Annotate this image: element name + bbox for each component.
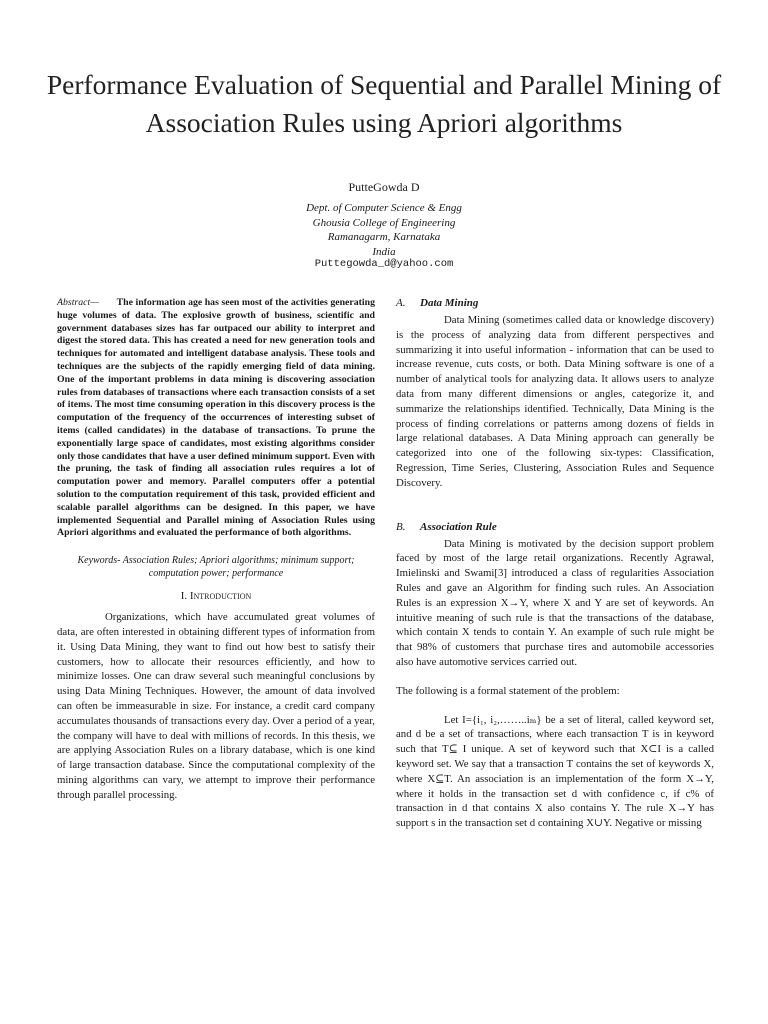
left-column	[57, 297, 375, 803]
section-b-letter: B.	[396, 520, 406, 533]
section-a-title: Data Mining	[420, 297, 479, 309]
keywords: Keywords- Association Rules; Apriori algorithms; minimum support; computation power; performance	[77, 555, 355, 580]
section-b-text: Data Mining is motivated by the decision support problem faced by most of the large retail organizations. Recently Agrawal, Imielinski and Swami[3] introduced a class of regularities Association Rules and gave an Algorithm for finding such rules. An Association Rules is an expression X→Y, where X and Y are set of keywords. An intuitive meaning of such rule is that the transactions of the database, which contain X tends to contain Y. An example of such rule might be that 98% of customers that purchase tires and automobile accessories also have automotive services carried out.	[396, 537, 714, 668]
section-a-heading	[396, 297, 714, 309]
abstract	[57, 297, 375, 540]
formal-statement-intro: The following is a formal statement of the problem:	[396, 684, 620, 697]
section-a-letter: A.	[396, 297, 406, 309]
introduction-text: Organizations, which have accumulated great volumes of data, are often interested in obtaining different types of information from it. Using Data Mining, they want to find out how best to satisfy their customers, how to allocate their resources efficiently, and how to minimize losses. One can draw several such meaningful conclusions by using Data Mining Techniques. However, the amount of data involved can often be immeasurable in size. For instance, a credit card company accumulates thousands of transactions every day. Over a period of a year, the company will have to deal with millions of records. In this thesis, we are applying Association Rules on a library database, which is one kind of large transaction database. Since the computational complexity of the mining algorithms can vary, we attempt to improve their performance through parallel processing.	[57, 611, 375, 801]
introduction-heading: I. Introduction	[180, 590, 252, 603]
author-name: PutteGowda D	[348, 180, 420, 194]
affiliation-line: India	[372, 245, 396, 258]
affiliation-line: Dept. of Computer Science & Engg	[306, 202, 462, 214]
abstract-label: Abstract—	[57, 297, 99, 308]
affiliation-line: Ghousia College of Engineering	[312, 216, 456, 229]
author-affiliation	[234, 201, 534, 259]
section-b-title: Association Rule	[420, 520, 497, 533]
affiliation-line: Ramanagarm, Karnataka	[327, 231, 441, 243]
paper-title: Performance Evaluation of Sequential and Parallel Mining of Association Rules using Apriori algorithms	[46, 69, 722, 138]
section-a-text: Data Mining (sometimes called data or knowledge discovery) is the process of analyzing data from different perspectives and summarizing it into useful information - information that can be used to increase revenue, cuts costs, or both. Data Mining software is one of a number of analytical tools for analyzing data. It allows users to analyze data from many different dimensions or angles, categorize it, and summarize the relationships identified. Technically, Data Mining is the process of finding correlations or patterns among dozens of fields in large relational databases. A Data Mining approach can generally be categorized into one of the following six-types: Classification, Regression, Time Series, Clustering, Association Rules and Sequence Discovery.	[396, 314, 714, 489]
section-b-heading	[396, 521, 714, 533]
formal-statement-text: Let I={i₁, i₂,……..iₘ} be a set of literal, called keyword set, and d be a set of transactions, where each transaction T is in keyword such that T⊆ I unique. A set of keyword such that X⊂I is a called keyword set. We say that a transaction T contains the set of keywords X, where X⊆T. An association is an implementation of the form X→Y, where it holds in the transaction set d with confidence c, if c% of transaction in d that contains X also contains Y. The rule X→Y has support s in the transaction set d containing X∪Y. Negative or missing	[396, 713, 714, 830]
abstract-text: The information age has seen most of the activities generating huge volumes of data. The explosive growth of business, scientific and government databases sizes has far outpaced our ability to interpret and digest the stored data. This has created a need for new generation tools and techniques for automated and intelligent database analysis. These tools and techniques are the subjects of the rapidly emerging field of data mining. One of the important problems in data mining is discovering association rules from databases of transactions where each transaction consists of a set of items. The most time consuming operation in this discovery process is the computation of the frequency of the occurrences of interesting subset of items (called candidates) in the database of transactions. To prune the exponentially large space of candidates, most existing algorithms consider only those candidates that have a user defined minimum support. Even with the pruning, the task of finding all association rules requires a lot of computation power and memory. Parallel computers offer a potential solution to the computation requirement of this task, provided efficient and scalable parallel algorithms can be designed. In this paper, we have implemented Sequential and Parallel mining of Association Rules using Apriori algorithms and evaluated the performance of both algorithms.	[57, 297, 375, 539]
right-column	[396, 297, 714, 831]
author-email: Puttegowda_d@yahoo.com	[314, 258, 454, 270]
